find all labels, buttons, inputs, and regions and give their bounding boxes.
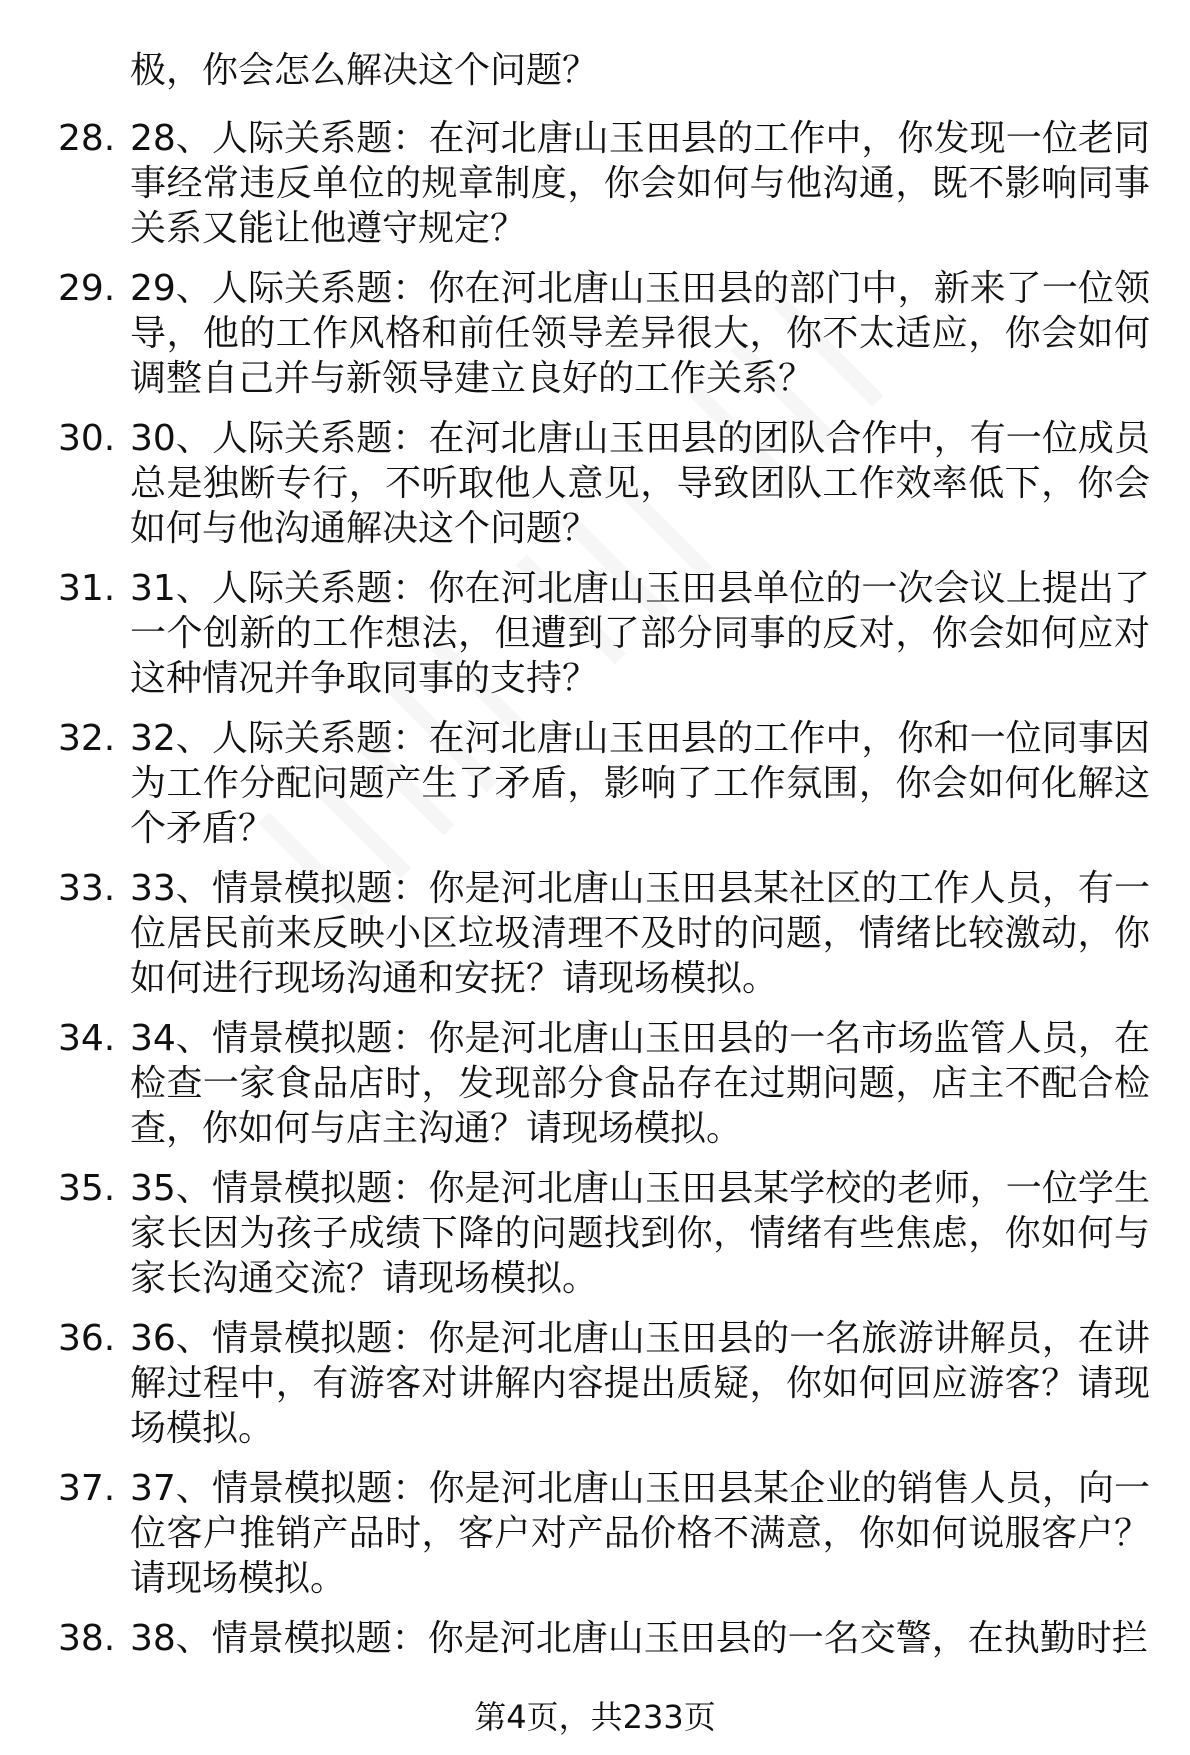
question-text: 30、人际关系题：在河北唐山玉田县的团队合作中，有一位成员总是独断专行，不听取他人意见，导致团队工作效率低下，你会如何与他沟通解决这个问题？	[130, 418, 1150, 549]
list-item	[0, 716, 1190, 851]
question-number: 37.	[58, 1468, 116, 1509]
question-text: 33、情景模拟题：你是河北唐山玉田县某社区的工作人员，有一位居民前来反映小区垃圾清理不及时的问题，情绪比较激动，你如何进行现场沟通和安抚？请现场模拟。	[130, 868, 1150, 999]
question-text: 35、情景模拟题：你是河北唐山玉田县某学校的老师，一位学生家长因为孩子成绩下降的问题找到你，情绪有些焦虑，你如何与家长沟通交流？请现场模拟。	[130, 1168, 1150, 1299]
question-number: 38.	[58, 1618, 116, 1659]
list-item	[0, 866, 1190, 1001]
question-number: 36.	[58, 1318, 116, 1359]
list-item	[0, 116, 1190, 251]
question-text: 32、人际关系题：在河北唐山玉田县的工作中，你和一位同事因为工作分配问题产生了矛盾，影响了工作氛围，你会如何化解这个矛盾？	[130, 718, 1150, 849]
list-item	[0, 266, 1190, 401]
question-text: 38、情景模拟题：你是河北唐山玉田县的一名交警，在执勤时拦	[130, 1618, 1148, 1659]
question-text: 29、人际关系题：你在河北唐山玉田县的部门中，新来了一位领导，他的工作风格和前任领导差异很大，你不太适应，你会如何调整自己并与新领导建立良好的工作关系？	[130, 268, 1150, 399]
question-text: 36、情景模拟题：你是河北唐山玉田县的一名旅游讲解员，在讲解过程中，有游客对讲解内容提出质疑，你如何回应游客？请现场模拟。	[130, 1318, 1150, 1449]
question-number: 34.	[58, 1018, 116, 1059]
question-text: 37、情景模拟题：你是河北唐山玉田县某企业的销售人员，向一位客户推销产品时，客户对产品价格不满意，你如何说服客户？请现场模拟。	[130, 1468, 1150, 1599]
question-number: 33.	[58, 868, 116, 909]
question-text: 34、情景模拟题：你是河北唐山玉田县的一名市场监管人员，在检查一家食品店时，发现部分食品存在过期问题，店主不配合检查，你如何与店主沟通？请现场模拟。	[130, 1018, 1150, 1149]
list-item	[0, 1016, 1190, 1151]
list-item	[0, 416, 1190, 551]
list-item	[0, 1466, 1190, 1601]
list-item	[0, 566, 1190, 701]
continued-question-text: 极，你会怎么解决这个问题？	[130, 50, 599, 91]
question-list	[0, 116, 1190, 1721]
list-item	[0, 1316, 1190, 1451]
list-item	[0, 1166, 1190, 1301]
page-footer: 第4页，共233页	[474, 1698, 716, 1736]
question-text: 28、人际关系题：在河北唐山玉田县的工作中，你发现一位老同事经常违反单位的规章制度，你会如何与他沟通，既不影响同事关系又能让他遵守规定？	[130, 118, 1150, 249]
question-number: 30.	[58, 418, 116, 459]
question-number: 32.	[58, 718, 116, 759]
question-number: 31.	[58, 568, 116, 609]
question-number: 29.	[58, 268, 116, 309]
list-item	[0, 1616, 1190, 1706]
question-text: 31、人际关系题：你在河北唐山玉田县单位的一次会议上提出了一个创新的工作想法，但遭到了部分同事的反对，你会如何应对这种情况并争取同事的支持？	[130, 568, 1150, 699]
question-number: 28.	[58, 118, 116, 159]
question-number: 35.	[58, 1168, 116, 1209]
